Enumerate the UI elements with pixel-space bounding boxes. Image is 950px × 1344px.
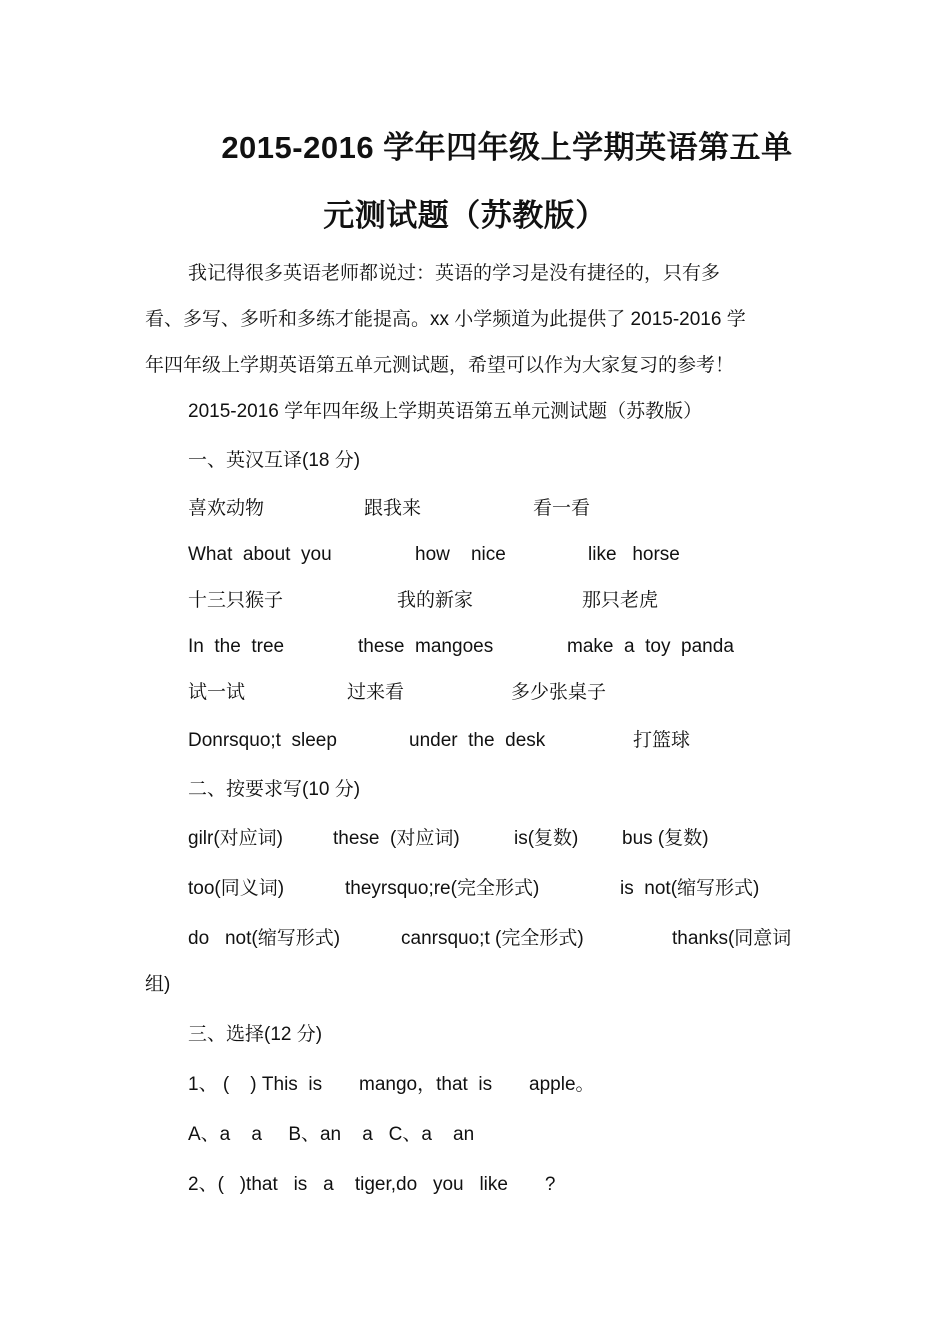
translation-item: like horse	[588, 544, 680, 565]
word-form-item: bus (复数)	[622, 828, 709, 849]
document-title-line-1: 2015-2016 学年四年级上学期英语第五单	[221, 130, 793, 165]
translation-item: 跟我来	[364, 498, 422, 519]
section-2-heading: 二、按要求写(10 分)	[188, 779, 361, 800]
document-title-line-2: 元测试题（苏教版）	[323, 198, 607, 233]
translation-item: 打篮球	[633, 730, 691, 751]
translation-item: 过来看	[347, 682, 405, 703]
translation-item: how nice	[415, 544, 506, 565]
translation-item: 我的新家	[397, 590, 474, 611]
translation-item: 多少张桌子	[511, 682, 607, 703]
exam-subtitle: 2015-2016 学年四年级上学期英语第五单元测试题（苏教版）	[188, 401, 703, 422]
translation-item: What about you	[188, 544, 332, 565]
translation-item: these mangoes	[358, 636, 494, 657]
word-form-item: thanks(同意词	[672, 928, 792, 949]
word-form-item: too(同义词)	[188, 878, 285, 899]
translation-item: 那只老虎	[582, 590, 659, 611]
word-form-item: gilr(对应词)	[188, 828, 283, 849]
word-form-item: canrsquo;t (完全形式)	[401, 928, 584, 949]
translation-item: under the desk	[409, 730, 546, 751]
translation-item: In the tree	[188, 636, 285, 657]
question-1: 1、 ( ) This is mango，that is apple。	[188, 1074, 595, 1095]
word-form-item-wrap: 组)	[145, 974, 171, 995]
word-form-item: these (对应词)	[333, 828, 460, 849]
intro-line-1: 我记得很多英语老师都说过：英语的学习是没有捷径的，只有多	[188, 263, 721, 284]
word-form-item: is(复数)	[514, 828, 579, 849]
section-3-heading: 三、选择(12 分)	[188, 1024, 323, 1045]
translation-item: Donrsquo;t sleep	[188, 730, 337, 751]
translation-item: 看一看	[533, 498, 591, 519]
translation-item: 十三只猴子	[188, 590, 284, 611]
word-form-item: is not(缩写形式)	[620, 878, 760, 899]
intro-line-2: 看、多写、多听和多练才能提高。xx 小学频道为此提供了 2015-2016 学	[145, 309, 746, 330]
translation-item: make a toy panda	[567, 636, 734, 657]
section-1-heading: 一、英汉互译(18 分)	[188, 450, 361, 471]
word-form-item: theyrsquo;re(完全形式)	[345, 878, 540, 899]
question-1-options: A、a a B、an a C、a an	[188, 1124, 475, 1145]
intro-line-3: 年四年级上学期英语第五单元测试题，希望可以作为大家复习的参考！	[145, 355, 735, 376]
question-2: 2、( )that is a tiger,do you like ?	[188, 1174, 556, 1195]
translation-item: 喜欢动物	[188, 498, 265, 519]
word-form-item: do not(缩写形式)	[188, 928, 341, 949]
translation-item: 试一试	[188, 682, 246, 703]
